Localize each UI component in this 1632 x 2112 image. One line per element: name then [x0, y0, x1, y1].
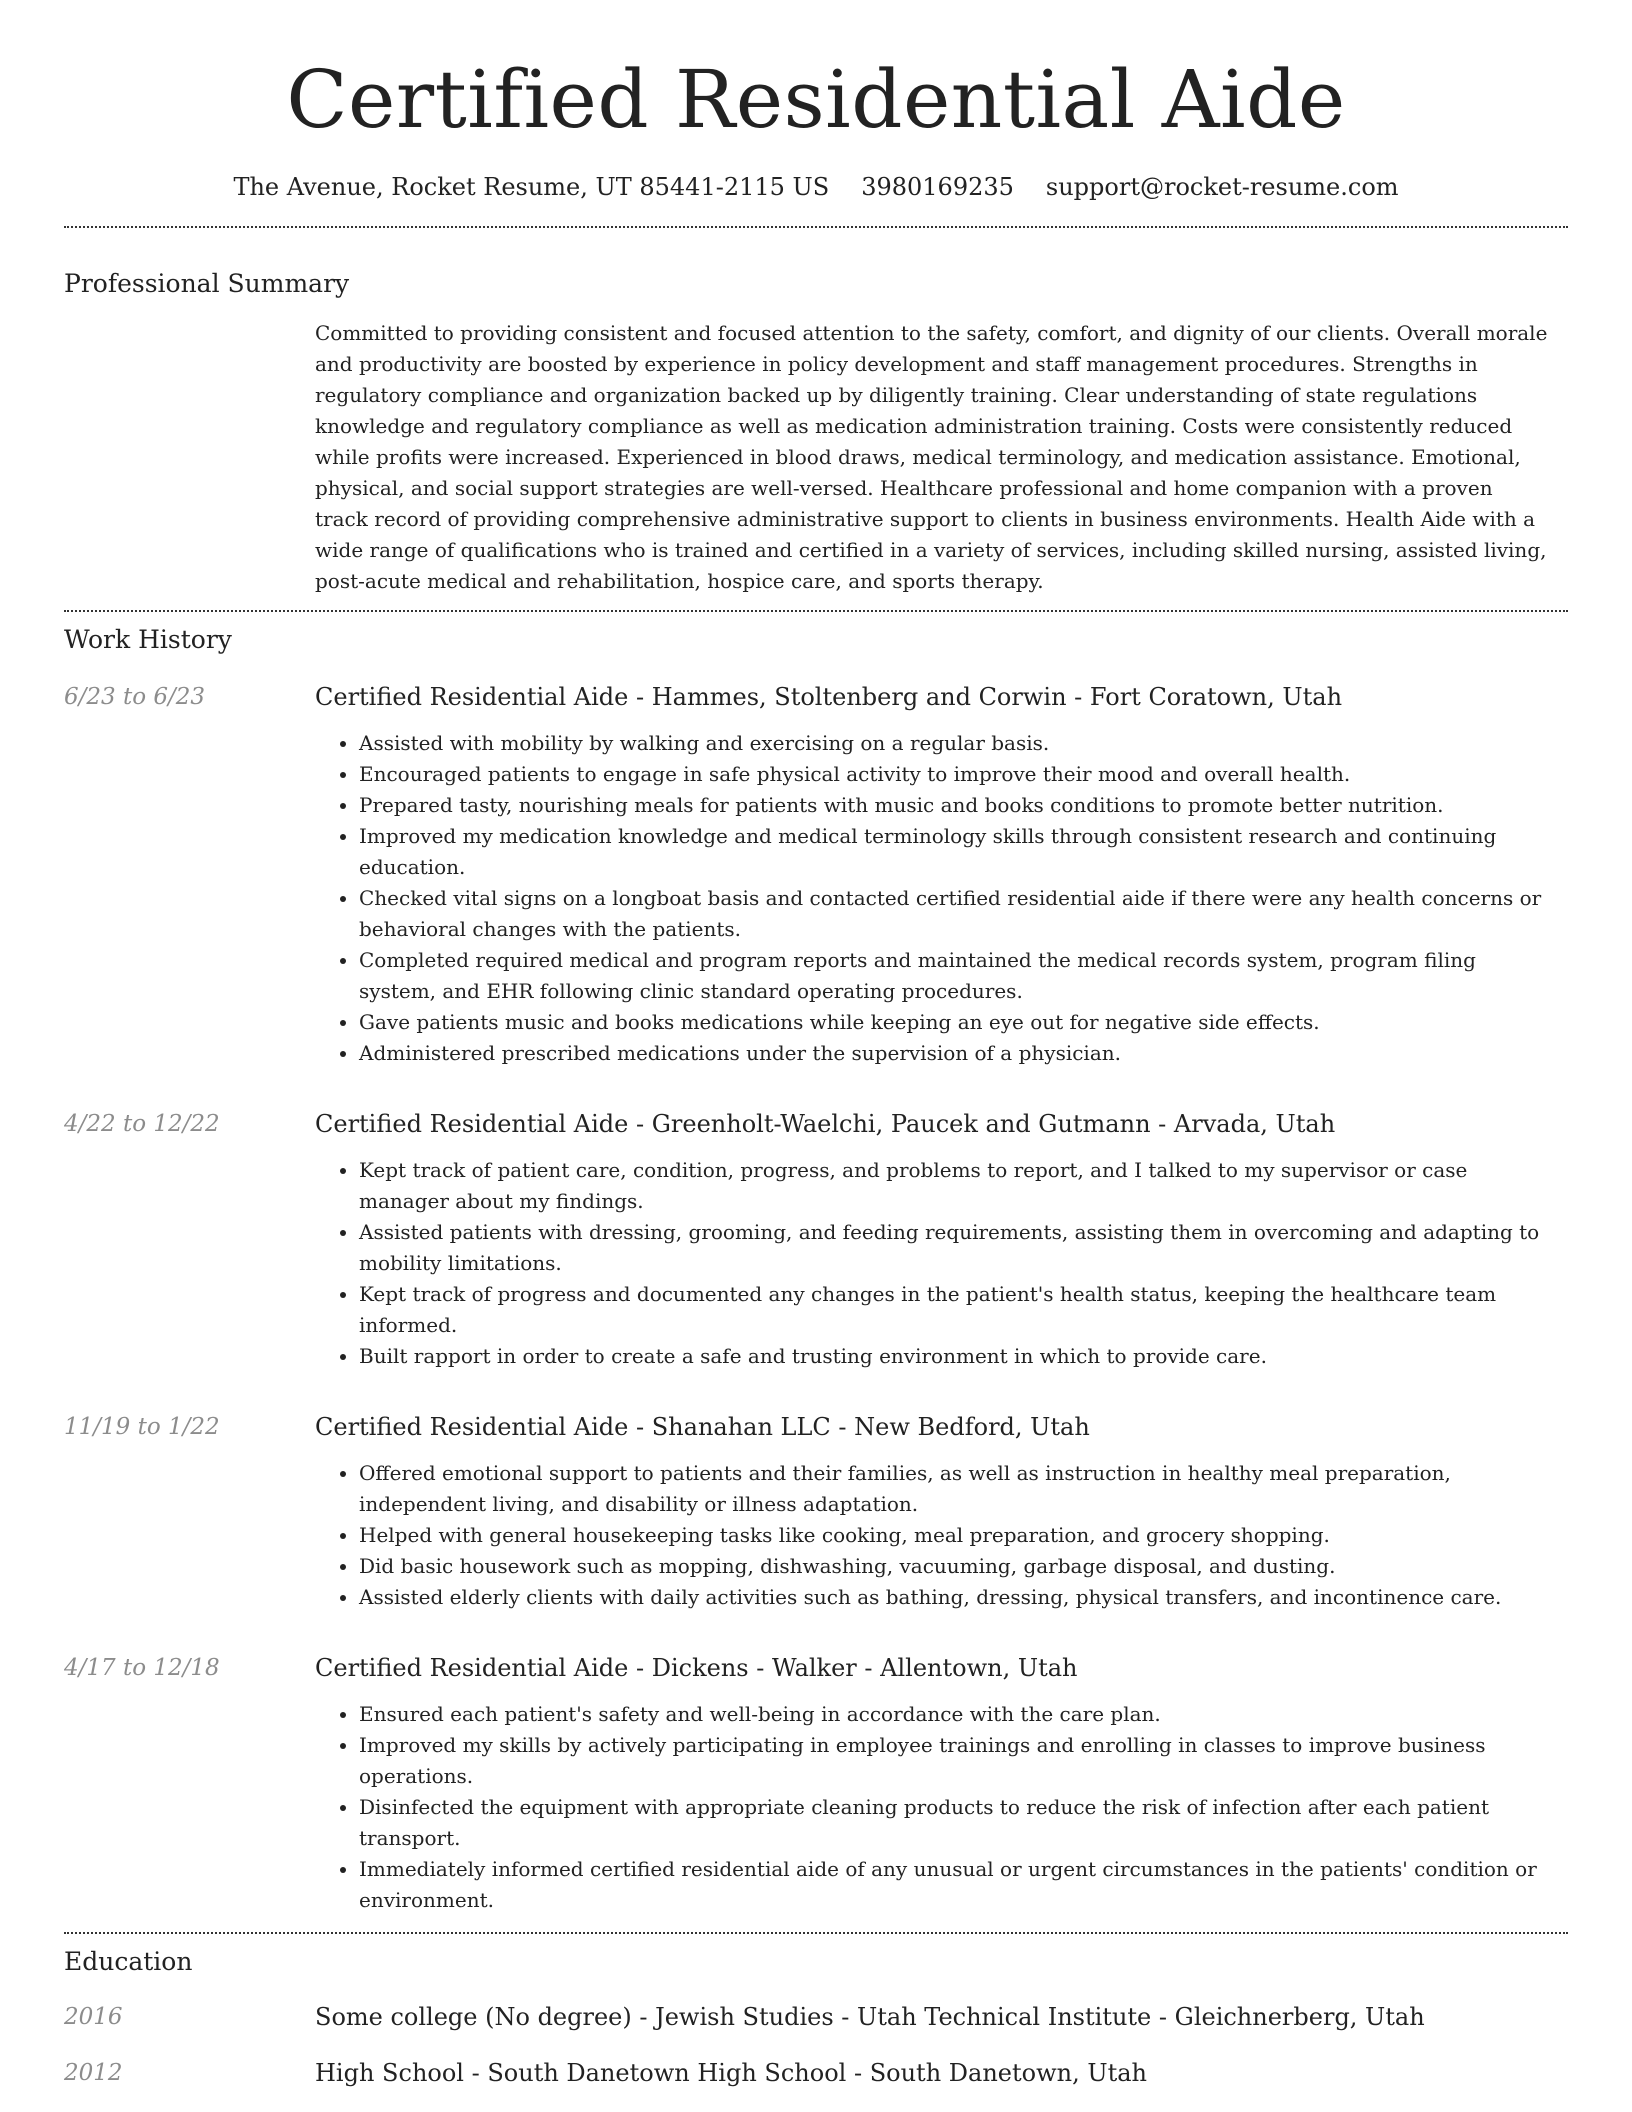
contact-line — [0, 172, 1632, 202]
education-year: 2012 — [64, 2060, 123, 2086]
list-item: • Completed required medical and program reports and maintained the medical records system, program filing system, and EHR following clinic standard operating procedures. — [359, 945, 1555, 1007]
separator: - — [1151, 2003, 1175, 2031]
contact-phone: 3980169235 — [861, 173, 1014, 201]
list-item: • Kept track of patient care, condition, progress, and problems to report, and I talked to my supervisor or case manager about my findings. — [359, 1155, 1555, 1217]
company-name: Dickens - Walker — [651, 1654, 857, 1682]
summary-heading: Professional Summary — [64, 269, 350, 298]
work-history-heading: Work History — [64, 625, 232, 654]
job-title: Certified Residential Aide — [315, 683, 629, 711]
separator: - — [846, 2059, 870, 2087]
list-item: • Encouraged patients to engage in safe physical activity to improve their mood and overall health. — [359, 759, 1555, 790]
company-name: Shanahan LLC — [651, 1413, 831, 1441]
separator: - — [830, 1413, 855, 1441]
list-item: • Improved my medication knowledge and medical terminology skills through consistent research and continuing education. — [359, 821, 1555, 883]
list-item: • Ensured each patient's safety and well-being in accordance with the care plan. — [359, 1699, 1555, 1730]
separator: - — [833, 2003, 858, 2031]
list-item: • Disinfected the equipment with appropriate cleaning products to reduce the risk of infection after each patient transport. — [359, 1792, 1555, 1854]
job-title: Certified Residential Aide — [315, 1413, 629, 1441]
job-title: Certified Residential Aide — [315, 1110, 629, 1138]
list-item: • Assisted with mobility by walking and exercising on a regular basis. — [359, 728, 1555, 759]
section-divider — [64, 1932, 1568, 1934]
separator: - — [1066, 683, 1090, 711]
work-bullets — [315, 1699, 1555, 1916]
education-location: Gleichnerberg, Utah — [1174, 2003, 1425, 2031]
work-dates: 4/22 to 12/22 — [64, 1111, 220, 1137]
education-degree: Some college (No degree) — [315, 2003, 632, 2031]
list-item: • Administered prescribed medications under the supervision of a physician. — [359, 1038, 1555, 1069]
section-divider — [64, 226, 1568, 228]
job-title: Certified Residential Aide — [315, 1654, 629, 1682]
education-degree: High School — [315, 2059, 464, 2087]
education-entry — [64, 2056, 1632, 2090]
list-item: • Immediately informed certified residential aide of any unusual or urgent circumstances in the patients' condition or environment. — [359, 1854, 1555, 1916]
education-location: South Danetown, Utah — [869, 2059, 1147, 2087]
work-heading — [315, 1107, 1555, 1141]
work-dates: 11/19 to 1/22 — [64, 1414, 220, 1440]
education-field: Jewish Studies — [655, 2003, 834, 2031]
work-entry — [64, 1107, 1632, 1372]
list-item: • Assisted patients with dressing, grooming, and feeding requirements, assisting them in overcoming and adapting to mobility limitations. — [359, 1217, 1555, 1279]
separator: - — [628, 1654, 652, 1682]
education-details — [315, 2056, 1147, 2090]
work-bullets — [315, 1458, 1555, 1613]
education-entry — [64, 2000, 1632, 2034]
separator: - — [628, 1413, 652, 1441]
list-item: • Checked vital signs on a longboat basis and contacted certified residential aide if there were any health concerns or behavioral changes with the patients. — [359, 883, 1555, 945]
list-item: • Helped with general housekeeping tasks like cooking, meal preparation, and grocery shopping. — [359, 1520, 1555, 1551]
work-heading — [315, 1410, 1555, 1444]
separator: - — [463, 2059, 488, 2087]
education-heading: Education — [64, 1947, 193, 1976]
contact-email[interactable]: support@rocket-resume.com — [1045, 173, 1399, 201]
work-heading — [315, 680, 1555, 714]
company-name: Greenholt-Waelchi, Paucek and Gutmann — [651, 1110, 1151, 1138]
summary-text: Committed to providing consistent and focused attention to the safety, comfort, and dignity of our clients. Overall morale and productivity are boosted by experience in policy development and staff management procedures. Strengths in regulatory compliance and organization backed up by diligently training. Clear understanding of state regulations knowledge and regulatory compliance as well as medication administration training. Costs were consistently reduced while profits were increased. Experienced in blood draws, medical terminology, and medication assistance. Emotional, physical, and social support strategies are well-versed. Healthcare professional and home companion with a proven track record of providing comprehensive administrative support to clients in business environments. Health Aide with a wide range of qualifications who is trained and certified in a variety of services, including skilled nursing, assisted living, post-acute medical and rehabilitation, hospice care, and sports therapy. — [315, 321, 1548, 593]
company-name: Hammes, Stoltenberg and Corwin — [651, 683, 1067, 711]
list-item: • Prepared tasty, nourishing meals for patients with music and books conditions to promote better nutrition. — [359, 790, 1555, 821]
separator: - — [1150, 1110, 1174, 1138]
separator: - — [628, 683, 652, 711]
list-item: • Offered emotional support to patients and their families, as well as instruction in healthy meal preparation, independent living, and disability or illness adaptation. — [359, 1458, 1555, 1520]
list-item: • Kept track of progress and documented any changes in the patient's health status, keeping the healthcare team informed. — [359, 1279, 1555, 1341]
list-item: • Did basic housework such as mopping, dishwashing, vacuuming, garbage disposal, and dusting. — [359, 1551, 1555, 1582]
job-location: New Bedford, Utah — [854, 1413, 1090, 1441]
job-location: Arvada, Utah — [1173, 1110, 1336, 1138]
separator: - — [631, 2003, 656, 2031]
work-details — [315, 1651, 1555, 1916]
separator: - — [628, 1110, 652, 1138]
work-heading — [315, 1651, 1555, 1685]
list-item: • Improved my skills by actively participating in employee trainings and enrolling in classes to improve business operations. — [359, 1730, 1555, 1792]
section-divider — [64, 610, 1568, 612]
work-dates: 6/23 to 6/23 — [64, 684, 206, 710]
candidate-name: Certified Residential Aide — [286, 53, 1346, 146]
separator: - — [856, 1654, 881, 1682]
job-location: Allentown, Utah — [880, 1654, 1078, 1682]
work-history-list — [0, 680, 1632, 1916]
work-bullets — [315, 1155, 1555, 1372]
education-school: South Danetown High School — [487, 2059, 847, 2087]
work-dates: 4/17 to 12/18 — [64, 1655, 220, 1681]
list-item: • Gave patients music and books medications while keeping an eye out for negative side effects. — [359, 1007, 1555, 1038]
list-item: • Built rapport in order to create a safe and trusting environment in which to provide care. — [359, 1341, 1555, 1372]
job-location: Fort Coratown, Utah — [1089, 683, 1343, 711]
work-bullets — [315, 728, 1555, 1069]
list-item: • Assisted elderly clients with daily activities such as bathing, dressing, physical transfers, and incontinence care. — [359, 1582, 1555, 1613]
work-entry — [64, 1651, 1632, 1916]
work-entry — [64, 680, 1632, 1069]
education-school: Utah Technical Institute — [857, 2003, 1152, 2031]
work-details — [315, 1410, 1555, 1613]
contact-address: The Avenue, Rocket Resume, UT 85441-2115 US — [233, 173, 830, 201]
education-details — [315, 2000, 1425, 2034]
work-details — [315, 1107, 1555, 1372]
education-list — [0, 2000, 1632, 2090]
work-details — [315, 680, 1555, 1069]
work-entry — [64, 1410, 1632, 1613]
education-year: 2016 — [64, 2004, 123, 2030]
